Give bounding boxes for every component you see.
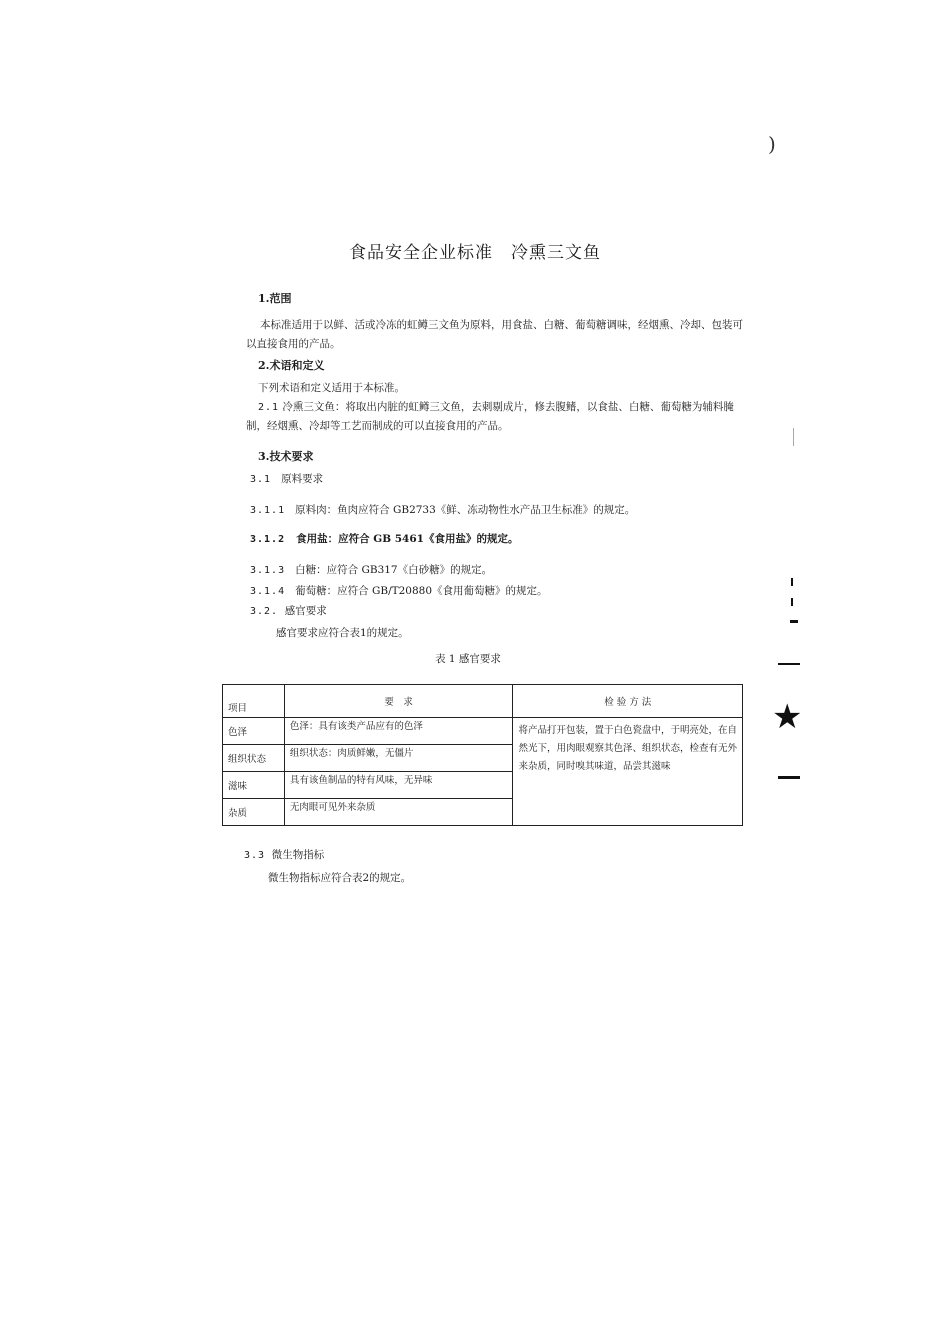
row-requirement: 色泽：具有该类产品应有的色泽 (284, 718, 513, 745)
item-3-1-1 (250, 501, 635, 520)
item-number: 3.1.3 (250, 565, 286, 576)
margin-dash-4 (791, 598, 793, 606)
table-1-caption: 表 1 感官要求 (435, 653, 501, 665)
row-requirement: 组织状态：肉质鲜嫩，无僵片 (284, 745, 513, 772)
table-row (223, 718, 743, 745)
subsection-3-3-label: 微生物指标 (271, 849, 325, 861)
item-number: 3.1.4 (250, 586, 286, 597)
item-label: 白糖： (295, 564, 327, 576)
item-text: 应符合 GB/T20880《食用葡萄糖》的规定。 (337, 585, 548, 597)
subsection-3-3-text: 微生物指标应符合表2的规定。 (268, 872, 412, 884)
row-item: 组织状态 (223, 745, 285, 772)
section-3-heading: 3.技术要求 (258, 450, 314, 463)
subsection-3-1-number: 3.1 (250, 474, 272, 485)
subsection-3-2-text: 感官要求应符合表1的规定。 (276, 627, 409, 639)
item-number: 3.1.2 (250, 534, 286, 545)
subsection-3-2 (250, 602, 327, 621)
table-header-row (223, 685, 743, 718)
sensory-requirements-table (222, 684, 743, 826)
item-label: 食用盐： (296, 533, 339, 545)
subsection-3-1-label: 原料要求 (281, 473, 324, 485)
item-3-1-2 (250, 530, 518, 549)
method-cell: 将产品打开包装，置于白色瓷盘中，于明亮处，在自然光下，用肉眼观察其色泽、组织状态，检查有无外来杂质，同时嗅其味道，品尝其滋味 (513, 718, 743, 826)
header-requirement: 要 求 (284, 685, 513, 718)
section-2-heading: 2.术语和定义 (258, 359, 325, 372)
row-requirement: 具有该鱼制品的特有风味，无异味 (284, 772, 513, 799)
margin-dash-3 (791, 578, 793, 586)
margin-bar-2 (778, 776, 800, 779)
section-1-heading: 1.范围 (258, 292, 292, 305)
item-text: 应符合 GB 5461《食用盐》的规定。 (338, 533, 519, 545)
margin-dash-2 (791, 548, 793, 562)
header-item: 项目 (223, 685, 285, 718)
section-2-intro: 下列术语和定义适用于本标准。 (258, 382, 405, 394)
corner-mark: ) (768, 132, 776, 156)
item-text: 应符合 GB317《白砂糖》的规定。 (326, 564, 493, 576)
page-title: 食品安全企业标准 冷熏三文鱼 (349, 243, 601, 263)
subsection-3-2-label: 感官要求 (284, 605, 327, 617)
section-1-text: 本标准适用于以鲜、活或冷冻的虹鳟三文鱼为原料，用食盐、白糖、葡萄糖调味，经烟熏、冷却、包装可以直接食用的产品。 (246, 319, 743, 350)
item-3-1-4 (250, 582, 548, 601)
row-item: 色泽 (223, 718, 285, 745)
subsection-3-1 (250, 470, 323, 489)
margin-star-icon: ★ (772, 697, 803, 737)
item-label: 葡萄糖： (295, 585, 338, 597)
item-label: 原料肉： (295, 504, 338, 516)
item-number: 3.1.1 (250, 505, 286, 516)
row-item: 杂质 (223, 799, 285, 826)
subsection-3-3 (244, 846, 324, 865)
header-method: 检 验 方 法 (513, 685, 743, 718)
subsection-3-3-number: 3.3 (244, 850, 266, 861)
row-item: 滋味 (223, 772, 285, 799)
item-text: 鱼肉应符合 GB2733《鲜、冻动物性水产品卫生标准》的规定。 (337, 504, 636, 516)
definition-number: 2.1 (258, 402, 280, 413)
margin-dash-5 (790, 620, 798, 623)
section-2-definition (246, 398, 746, 436)
item-3-1-3 (250, 561, 492, 580)
row-requirement: 无肉眼可见外来杂质 (284, 799, 513, 826)
margin-dash-1 (793, 428, 794, 446)
definition-text: 冷熏三文鱼：将取出内脏的虹鳟三文鱼，去刺剔成片，修去腹鳍，以食盐、白糖、葡萄糖为辅料腌制，经烟熏、冷却等工艺而制成的可以直接食用的产品。 (246, 401, 734, 432)
subsection-3-2-number: 3.2. (250, 606, 279, 617)
